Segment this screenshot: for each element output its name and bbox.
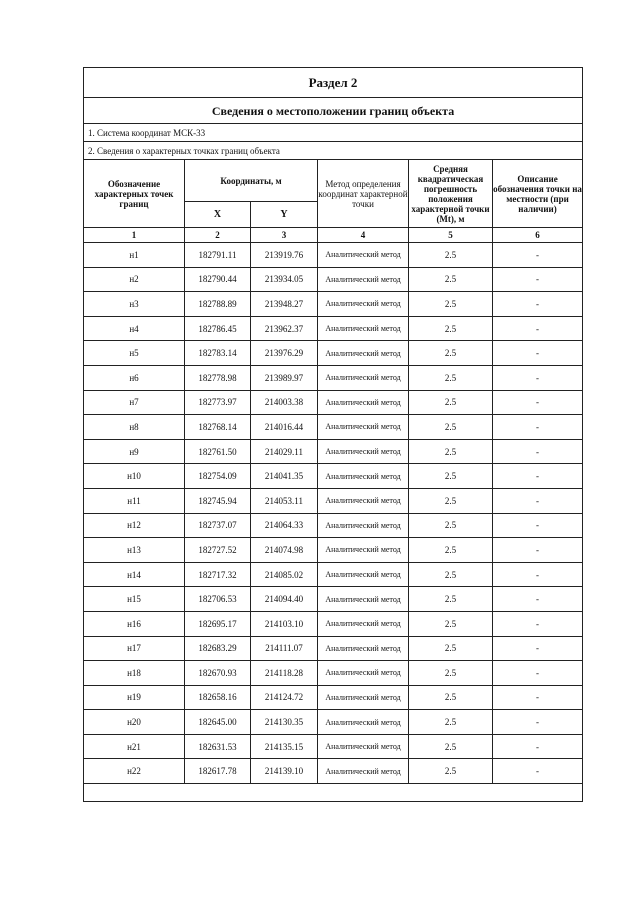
header-designation: Обозначение характерных точек границ — [84, 160, 185, 228]
coord-x: 182773.97 — [185, 390, 251, 415]
method: Аналитический метод — [318, 341, 409, 366]
table-footer-row — [84, 784, 583, 802]
coord-x: 182717.32 — [185, 562, 251, 587]
method: Аналитический метод — [318, 439, 409, 464]
method: Аналитический метод — [318, 710, 409, 735]
rmse-value: 2.5 — [409, 439, 493, 464]
method: Аналитический метод — [318, 759, 409, 784]
rmse-value: 2.5 — [409, 661, 493, 686]
coord-system-row — [84, 124, 583, 142]
method: Аналитический метод — [318, 316, 409, 341]
point-description: - — [493, 243, 583, 268]
coord-x: 182745.94 — [185, 488, 251, 513]
coord-y: 214135.15 — [251, 734, 318, 759]
coord-x: 182670.93 — [185, 661, 251, 686]
coord-x: 182768.14 — [185, 415, 251, 440]
method: Аналитический метод — [318, 267, 409, 292]
coord-x: 182737.07 — [185, 513, 251, 538]
point-description: - — [493, 267, 583, 292]
method: Аналитический метод — [318, 611, 409, 636]
col-number: 4 — [318, 228, 409, 243]
table-row — [84, 267, 583, 292]
rmse-value: 2.5 — [409, 513, 493, 538]
point-description: - — [493, 538, 583, 563]
method: Аналитический метод — [318, 661, 409, 686]
rmse-value: 2.5 — [409, 611, 493, 636]
point-name: н22 — [84, 759, 185, 784]
point-description: - — [493, 464, 583, 489]
rmse-value: 2.5 — [409, 587, 493, 612]
rmse-value: 2.5 — [409, 685, 493, 710]
table-header-row — [84, 160, 583, 202]
method: Аналитический метод — [318, 538, 409, 563]
point-name: н14 — [84, 562, 185, 587]
point-name: н7 — [84, 390, 185, 415]
rmse-value: 2.5 — [409, 243, 493, 268]
point-name: н10 — [84, 464, 185, 489]
method: Аналитический метод — [318, 365, 409, 390]
method: Аналитический метод — [318, 292, 409, 317]
point-description: - — [493, 513, 583, 538]
coord-y: 214074.98 — [251, 538, 318, 563]
col-number: 3 — [251, 228, 318, 243]
col-number: 6 — [493, 228, 583, 243]
point-name: н15 — [84, 587, 185, 612]
table-row — [84, 292, 583, 317]
method: Аналитический метод — [318, 513, 409, 538]
point-description: - — [493, 636, 583, 661]
coord-y: 214139.10 — [251, 759, 318, 784]
coord-y: 213976.29 — [251, 341, 318, 366]
point-description: - — [493, 661, 583, 686]
rmse-value: 2.5 — [409, 710, 493, 735]
point-description: - — [493, 316, 583, 341]
method: Аналитический метод — [318, 734, 409, 759]
method: Аналитический метод — [318, 685, 409, 710]
coord-y: 214130.35 — [251, 710, 318, 735]
rmse-value: 2.5 — [409, 316, 493, 341]
method: Аналитический метод — [318, 562, 409, 587]
rmse-value: 2.5 — [409, 488, 493, 513]
table-row — [84, 341, 583, 366]
coord-x: 182786.45 — [185, 316, 251, 341]
coord-y: 214041.35 — [251, 464, 318, 489]
points-info-row — [84, 142, 583, 160]
section-subtitle: Сведения о местоположении границ объекта — [84, 98, 583, 124]
coord-y: 214094.40 — [251, 587, 318, 612]
method: Аналитический метод — [318, 587, 409, 612]
point-description: - — [493, 292, 583, 317]
table-row — [84, 439, 583, 464]
point-name: н16 — [84, 611, 185, 636]
point-description: - — [493, 562, 583, 587]
coord-y: 213962.37 — [251, 316, 318, 341]
point-description: - — [493, 439, 583, 464]
table-row — [84, 464, 583, 489]
header-rmse: Средняя квадратическая погрешность положения характерной точки (Mt), м — [409, 160, 493, 228]
point-name: н9 — [84, 439, 185, 464]
table-row — [84, 243, 583, 268]
table-row — [84, 636, 583, 661]
coord-system-label: 1. Система координат МСК-33 — [84, 124, 583, 142]
rmse-value: 2.5 — [409, 365, 493, 390]
rmse-value: 2.5 — [409, 562, 493, 587]
point-name: н19 — [84, 685, 185, 710]
method: Аналитический метод — [318, 464, 409, 489]
point-name: н11 — [84, 488, 185, 513]
point-name: н13 — [84, 538, 185, 563]
coord-y: 214053.11 — [251, 488, 318, 513]
rmse-value: 2.5 — [409, 759, 493, 784]
point-description: - — [493, 759, 583, 784]
method: Аналитический метод — [318, 243, 409, 268]
table-row — [84, 538, 583, 563]
col-number: 1 — [84, 228, 185, 243]
point-name: н6 — [84, 365, 185, 390]
point-name: н3 — [84, 292, 185, 317]
point-description: - — [493, 390, 583, 415]
rmse-value: 2.5 — [409, 341, 493, 366]
coord-x: 182754.09 — [185, 464, 251, 489]
method: Аналитический метод — [318, 636, 409, 661]
table-row — [84, 710, 583, 735]
table-row — [84, 587, 583, 612]
table-row — [84, 562, 583, 587]
coord-x: 182791.11 — [185, 243, 251, 268]
coord-x: 182645.00 — [185, 710, 251, 735]
coord-x: 182761.50 — [185, 439, 251, 464]
table-row — [84, 661, 583, 686]
point-description: - — [493, 365, 583, 390]
table-footer-cell — [84, 784, 583, 802]
coord-y: 214124.72 — [251, 685, 318, 710]
rmse-value: 2.5 — [409, 267, 493, 292]
point-description: - — [493, 734, 583, 759]
point-name: н18 — [84, 661, 185, 686]
coord-x: 182790.44 — [185, 267, 251, 292]
coord-y: 214029.11 — [251, 439, 318, 464]
coord-y: 213989.97 — [251, 365, 318, 390]
document-page — [83, 67, 582, 802]
coord-x: 182683.29 — [185, 636, 251, 661]
table-row — [84, 390, 583, 415]
header-coordinates: Координаты, м — [185, 160, 318, 202]
point-name: н12 — [84, 513, 185, 538]
points-info-label: 2. Сведения о характерных точках границ объекта — [84, 142, 583, 160]
coord-x: 182727.52 — [185, 538, 251, 563]
section-title: Раздел 2 — [84, 68, 583, 98]
table-row — [84, 759, 583, 784]
rmse-value: 2.5 — [409, 636, 493, 661]
point-name: н8 — [84, 415, 185, 440]
point-name: н20 — [84, 710, 185, 735]
header-description: Описание обозначения точки на местности (при наличии) — [493, 160, 583, 228]
coord-y: 214085.02 — [251, 562, 318, 587]
coord-x: 182631.53 — [185, 734, 251, 759]
point-description: - — [493, 415, 583, 440]
coord-y: 214003.38 — [251, 390, 318, 415]
point-name: н5 — [84, 341, 185, 366]
point-name: н17 — [84, 636, 185, 661]
table-row — [84, 734, 583, 759]
section-title-row — [84, 68, 583, 98]
table-row — [84, 316, 583, 341]
rmse-value: 2.5 — [409, 538, 493, 563]
coord-y: 214064.33 — [251, 513, 318, 538]
coord-y: 213934.05 — [251, 267, 318, 292]
table-row — [84, 513, 583, 538]
table-row — [84, 488, 583, 513]
table-row — [84, 685, 583, 710]
table-row — [84, 611, 583, 636]
coord-x: 182788.89 — [185, 292, 251, 317]
point-name: н2 — [84, 267, 185, 292]
rmse-value: 2.5 — [409, 415, 493, 440]
coord-y: 214103.10 — [251, 611, 318, 636]
coord-x: 182658.16 — [185, 685, 251, 710]
point-name: н1 — [84, 243, 185, 268]
table-row — [84, 415, 583, 440]
coord-y: 213948.27 — [251, 292, 318, 317]
column-numbers-row — [84, 228, 583, 243]
header-x: X — [185, 202, 251, 228]
point-name: н21 — [84, 734, 185, 759]
point-description: - — [493, 611, 583, 636]
rmse-value: 2.5 — [409, 390, 493, 415]
col-number: 2 — [185, 228, 251, 243]
coord-y: 214016.44 — [251, 415, 318, 440]
coord-x: 182617.78 — [185, 759, 251, 784]
method: Аналитический метод — [318, 390, 409, 415]
coord-x: 182783.14 — [185, 341, 251, 366]
method: Аналитический метод — [318, 488, 409, 513]
point-name: н4 — [84, 316, 185, 341]
rmse-value: 2.5 — [409, 464, 493, 489]
header-y: Y — [251, 202, 318, 228]
coord-x: 182778.98 — [185, 365, 251, 390]
boundary-points-table — [83, 67, 583, 802]
coord-y: 213919.76 — [251, 243, 318, 268]
point-description: - — [493, 710, 583, 735]
point-description: - — [493, 685, 583, 710]
coord-x: 182706.53 — [185, 587, 251, 612]
coord-y: 214118.28 — [251, 661, 318, 686]
rmse-value: 2.5 — [409, 292, 493, 317]
point-description: - — [493, 587, 583, 612]
col-number: 5 — [409, 228, 493, 243]
section-subtitle-row — [84, 98, 583, 124]
rmse-value: 2.5 — [409, 734, 493, 759]
table-row — [84, 365, 583, 390]
header-method: Метод определения координат характерной точки — [318, 160, 409, 228]
coord-x: 182695.17 — [185, 611, 251, 636]
coord-y: 214111.07 — [251, 636, 318, 661]
point-description: - — [493, 488, 583, 513]
method: Аналитический метод — [318, 415, 409, 440]
point-description: - — [493, 341, 583, 366]
